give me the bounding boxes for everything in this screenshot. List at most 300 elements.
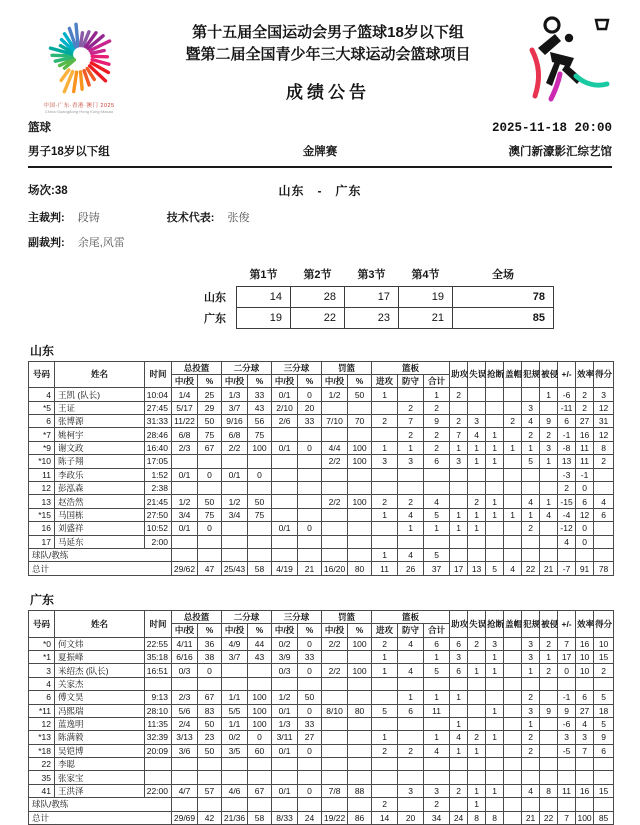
stat-cell: 1 xyxy=(540,388,558,401)
stat-cell: 1 xyxy=(372,731,398,744)
stat-cell: 2/2 xyxy=(322,637,348,650)
stat-cell: 1 xyxy=(450,717,468,730)
stat-cell xyxy=(558,549,576,562)
stat-cell: 11 xyxy=(558,784,576,797)
player-row xyxy=(29,535,614,548)
stat-cell: 100 xyxy=(248,441,272,454)
stat-cell xyxy=(198,455,222,468)
stat-group-header: 罚篮 xyxy=(322,610,372,623)
player-number: 11 xyxy=(29,468,55,481)
quarter-header: 第2节 xyxy=(291,264,345,287)
match-info xyxy=(0,182,640,250)
player-number: 41 xyxy=(29,784,55,797)
player-number: 35 xyxy=(29,771,55,784)
stat-cell: 33 xyxy=(298,650,322,663)
stat-cell xyxy=(450,704,468,717)
stat-cell: 2 xyxy=(468,495,486,508)
stat-cell: 23 xyxy=(198,731,222,744)
stat-cell: 2/2 xyxy=(322,495,348,508)
stat-cell xyxy=(558,798,576,811)
stat-column-header: 盖帽 xyxy=(504,361,522,388)
stat-cell xyxy=(594,677,614,690)
stat-cell xyxy=(486,522,504,535)
stat-cell: 1 xyxy=(424,650,450,663)
player-row xyxy=(29,637,614,650)
player-number: *0 xyxy=(29,637,55,650)
stat-cell xyxy=(522,798,540,811)
player-name: 马国栋 xyxy=(55,508,145,521)
stat-cell: 8 xyxy=(540,784,558,797)
stat-cell xyxy=(272,468,298,481)
stat-cell xyxy=(198,758,222,771)
stat-cell xyxy=(348,691,372,704)
stat-cell: 0/1 xyxy=(172,468,198,481)
stat-cell: 2 xyxy=(522,731,540,744)
stat-cell: 4 xyxy=(594,495,614,508)
stat-subcolumn-header: 中/投 xyxy=(222,624,248,637)
stat-column-header: 效率 xyxy=(576,610,594,637)
player-name: 蓝逸明 xyxy=(55,717,145,730)
stat-cell xyxy=(540,717,558,730)
player-name: 陈子翔 xyxy=(55,455,145,468)
player-name: 米绍杰 (队长) xyxy=(55,664,145,677)
player-row xyxy=(29,441,614,454)
stat-cell xyxy=(348,401,372,414)
stat-cell: 1 xyxy=(424,691,450,704)
stat-cell: 22 xyxy=(522,562,540,575)
player-number: *1 xyxy=(29,650,55,663)
stat-cell xyxy=(398,758,424,771)
stat-cell xyxy=(198,677,222,690)
stat-cell xyxy=(486,758,504,771)
number-column-header: 号码 xyxy=(29,361,55,388)
stat-cell xyxy=(298,482,322,495)
stat-cell: 21 xyxy=(540,562,558,575)
stat-cell: 3 xyxy=(522,401,540,414)
stat-cell: 2 xyxy=(468,637,486,650)
stat-cell: 1 xyxy=(468,784,486,797)
stat-cell: 100 xyxy=(576,811,594,824)
totals-row xyxy=(29,811,614,824)
stat-cell xyxy=(222,535,248,548)
stat-cell: 0 xyxy=(198,664,222,677)
stat-cell: 3/9 xyxy=(272,650,298,663)
stat-cell: 5 xyxy=(424,549,450,562)
stat-cell xyxy=(322,758,348,771)
stat-cell xyxy=(540,744,558,757)
player-number: *10 xyxy=(29,455,55,468)
stat-cell: 6 xyxy=(450,664,468,677)
stat-cell: 4 xyxy=(398,508,424,521)
minutes-cell: 21:45 xyxy=(145,495,172,508)
stat-group-header: 三分球 xyxy=(272,361,322,374)
stat-cell: 0 xyxy=(298,704,322,717)
stat-cell xyxy=(298,535,322,548)
stat-cell: 0 xyxy=(298,637,322,650)
score-cell: 19 xyxy=(399,286,453,307)
stat-cell: -6 xyxy=(558,388,576,401)
stat-group-header: 篮板 xyxy=(372,610,450,623)
stat-cell: 10 xyxy=(594,637,614,650)
stat-cell: 67 xyxy=(248,784,272,797)
stat-cell xyxy=(398,717,424,730)
stat-cell: 24 xyxy=(450,811,468,824)
stat-cell: 17 xyxy=(450,562,468,575)
minutes-cell: 22:55 xyxy=(145,637,172,650)
stat-cell: 1 xyxy=(486,428,504,441)
stat-cell: 100 xyxy=(348,441,372,454)
stat-cell xyxy=(450,535,468,548)
stat-cell xyxy=(468,468,486,481)
stat-cell: 36 xyxy=(198,637,222,650)
stat-column-header: 被侵 xyxy=(540,361,558,388)
player-row xyxy=(29,401,614,414)
stat-cell xyxy=(450,771,468,784)
minutes-cell: 10:52 xyxy=(145,522,172,535)
stat-cell xyxy=(504,401,522,414)
stat-cell: 2 xyxy=(540,428,558,441)
stat-cell xyxy=(486,415,504,428)
games-emblem-icon xyxy=(27,12,131,98)
away-team: 广东 xyxy=(336,184,362,198)
stat-cell: 17 xyxy=(558,650,576,663)
stat-cell: 11 xyxy=(576,455,594,468)
minutes-cell xyxy=(145,677,172,690)
stat-cell: -6 xyxy=(558,717,576,730)
stat-column-header: 被侵 xyxy=(540,610,558,637)
stat-group-header: 篮板 xyxy=(372,361,450,374)
stat-cell: 0 xyxy=(558,664,576,677)
stat-cell: 26 xyxy=(398,562,424,575)
stat-cell xyxy=(540,731,558,744)
stat-cell xyxy=(322,798,348,811)
player-number: *18 xyxy=(29,744,55,757)
stat-cell xyxy=(558,758,576,771)
stat-cell xyxy=(298,468,322,481)
stat-cell xyxy=(450,549,468,562)
stat-cell xyxy=(198,535,222,548)
stat-cell: 0/2 xyxy=(272,637,298,650)
stat-cell: 6 xyxy=(594,744,614,757)
stat-cell: 1 xyxy=(486,441,504,454)
stat-cell: 1/2 xyxy=(322,388,348,401)
stat-cell: 4 xyxy=(558,535,576,548)
stat-cell xyxy=(522,482,540,495)
player-number: 6 xyxy=(29,691,55,704)
stat-cell xyxy=(504,388,522,401)
tech-delegate-label: 技术代表: xyxy=(167,212,215,224)
player-name: 马延东 xyxy=(55,535,145,548)
stat-cell: 42 xyxy=(198,811,222,824)
box-score-table xyxy=(28,610,614,825)
stat-cell xyxy=(468,691,486,704)
stat-cell xyxy=(348,717,372,730)
stat-cell: 1 xyxy=(468,664,486,677)
stat-cell xyxy=(198,482,222,495)
stat-cell: 31 xyxy=(594,415,614,428)
stat-cell: 2 xyxy=(522,744,540,757)
stat-cell: 2 xyxy=(372,798,398,811)
stat-cell: 4/4 xyxy=(322,441,348,454)
stat-cell: 24 xyxy=(298,811,322,824)
stat-cell: 2 xyxy=(522,522,540,535)
stat-cell: 0/3 xyxy=(272,664,298,677)
stat-cell: 100 xyxy=(348,495,372,508)
stat-cell: 2 xyxy=(424,428,450,441)
minutes-cell: 27:45 xyxy=(145,401,172,414)
stat-cell: 8/33 xyxy=(272,811,298,824)
stat-cell xyxy=(468,758,486,771)
stat-cell: 1/2 xyxy=(172,495,198,508)
stat-group-header: 二分球 xyxy=(222,361,272,374)
stat-column-header: 犯规 xyxy=(522,610,540,637)
stat-subcolumn-header: 中/投 xyxy=(322,624,348,637)
match-datetime: 2025-11-18 20:00 xyxy=(492,121,612,135)
stat-cell: 2/4 xyxy=(172,717,198,730)
stat-cell xyxy=(222,522,248,535)
stat-cell xyxy=(468,771,486,784)
stat-cell xyxy=(486,535,504,548)
stat-cell: 33 xyxy=(298,717,322,730)
home-box-score xyxy=(0,361,640,576)
stat-cell xyxy=(272,495,298,508)
player-name: 彭泓森 xyxy=(55,482,145,495)
stat-column-header: 失误 xyxy=(468,610,486,637)
stat-cell: 3 xyxy=(468,415,486,428)
stat-cell: 0/1 xyxy=(272,522,298,535)
stat-cell xyxy=(468,401,486,414)
stat-cell: 18 xyxy=(594,704,614,717)
stat-cell xyxy=(222,455,248,468)
stat-cell xyxy=(486,388,504,401)
stat-cell xyxy=(504,482,522,495)
stat-cell xyxy=(486,549,504,562)
stat-cell xyxy=(248,522,272,535)
player-name: 吴铠博 xyxy=(55,744,145,757)
stat-cell: 1 xyxy=(468,455,486,468)
stat-group-header: 总投篮 xyxy=(172,610,222,623)
player-number: 13 xyxy=(29,495,55,508)
report-title: 成绩公告 xyxy=(140,78,516,103)
stat-cell: 2 xyxy=(372,415,398,428)
matchup: 山东 - 广东 xyxy=(28,182,612,199)
stat-cell: 11 xyxy=(372,562,398,575)
officials-line2 xyxy=(28,234,612,250)
stat-cell xyxy=(398,771,424,784)
player-row xyxy=(29,455,614,468)
box-header-row xyxy=(29,361,614,374)
stat-cell xyxy=(198,771,222,784)
stat-cell: 10 xyxy=(576,650,594,663)
stat-cell: 9 xyxy=(540,415,558,428)
stat-cell: 4 xyxy=(522,784,540,797)
sport-label: 篮球 xyxy=(28,119,51,135)
stat-cell: 100 xyxy=(348,455,372,468)
stat-cell: 27 xyxy=(576,415,594,428)
stat-cell: -15 xyxy=(558,495,576,508)
stat-cell xyxy=(272,758,298,771)
stat-cell: 5 xyxy=(372,704,398,717)
stat-cell xyxy=(468,717,486,730)
stat-cell: 6 xyxy=(558,415,576,428)
stat-cell: 50 xyxy=(198,415,222,428)
time-column-header: 时间 xyxy=(145,361,172,388)
stat-cell xyxy=(576,771,594,784)
stat-cell: 6/8 xyxy=(222,428,248,441)
player-name: 陈满毅 xyxy=(55,731,145,744)
player-number: 17 xyxy=(29,535,55,548)
stat-cell: 1 xyxy=(372,664,398,677)
stat-cell xyxy=(468,482,486,495)
stat-cell: 43 xyxy=(248,401,272,414)
stat-cell: 3 xyxy=(450,455,468,468)
box-header-row xyxy=(29,610,614,623)
quarter-row-home xyxy=(186,286,554,307)
stat-cell xyxy=(372,522,398,535)
stat-cell: 21 xyxy=(298,562,322,575)
stat-cell xyxy=(504,811,522,824)
player-row xyxy=(29,758,614,771)
stat-cell: 1 xyxy=(486,664,504,677)
player-number: 16 xyxy=(29,522,55,535)
stat-cell: 2 xyxy=(398,428,424,441)
player-number: 12 xyxy=(29,717,55,730)
stat-group-header: 三分球 xyxy=(272,610,322,623)
player-number: 4 xyxy=(29,388,55,401)
stat-cell: 1 xyxy=(424,731,450,744)
stat-cell: 2 xyxy=(372,637,398,650)
stat-cell: 3 xyxy=(424,784,450,797)
stat-cell xyxy=(298,758,322,771)
stat-cell xyxy=(198,549,222,562)
stat-cell xyxy=(248,455,272,468)
stat-cell xyxy=(272,482,298,495)
stat-cell xyxy=(486,691,504,704)
stat-cell: 0/1 xyxy=(222,468,248,481)
score-cell: 19 xyxy=(237,307,291,328)
minutes-cell: 28:10 xyxy=(145,704,172,717)
stat-cell: 0/3 xyxy=(172,664,198,677)
stat-cell xyxy=(372,691,398,704)
stat-cell: 1 xyxy=(450,522,468,535)
totals-row xyxy=(29,562,614,575)
stat-cell: 50 xyxy=(298,691,322,704)
player-number: 3 xyxy=(29,664,55,677)
stat-cell xyxy=(424,468,450,481)
stat-cell xyxy=(298,428,322,441)
stat-cell: 5 xyxy=(594,691,614,704)
stat-cell xyxy=(348,535,372,548)
stat-cell: 75 xyxy=(198,508,222,521)
stat-cell: 3 xyxy=(522,637,540,650)
stat-cell: 25 xyxy=(198,388,222,401)
player-number: *9 xyxy=(29,441,55,454)
totals-row-label: 总计 xyxy=(29,811,172,824)
stat-cell: 0 xyxy=(298,388,322,401)
stat-cell: -4 xyxy=(558,508,576,521)
stat-cell xyxy=(322,468,348,481)
stat-cell xyxy=(398,535,424,548)
minutes-cell: 32:39 xyxy=(145,731,172,744)
stat-cell: 4 xyxy=(540,508,558,521)
stat-cell: 2 xyxy=(424,401,450,414)
stat-cell xyxy=(486,798,504,811)
stat-cell xyxy=(504,455,522,468)
stat-cell xyxy=(504,731,522,744)
stat-subcolumn-header: 中/投 xyxy=(172,374,198,387)
umpire-label: 副裁判: xyxy=(28,237,65,249)
stat-cell: 16 xyxy=(576,428,594,441)
stat-cell xyxy=(298,508,322,521)
stat-cell: 11 xyxy=(424,704,450,717)
stat-cell: 20 xyxy=(398,811,424,824)
stat-cell xyxy=(172,535,198,548)
stat-cell: 0/1 xyxy=(272,744,298,757)
minutes-cell: 9:13 xyxy=(145,691,172,704)
stat-cell: 1 xyxy=(372,549,398,562)
stat-cell xyxy=(522,535,540,548)
stat-cell: 3/5 xyxy=(222,744,248,757)
stat-cell xyxy=(424,771,450,784)
stat-cell xyxy=(468,549,486,562)
stat-cell xyxy=(424,758,450,771)
stat-cell xyxy=(558,771,576,784)
stat-cell: 3/4 xyxy=(222,508,248,521)
stat-cell: 0/1 xyxy=(172,522,198,535)
officials-line1 xyxy=(28,209,612,225)
stat-cell xyxy=(322,677,348,690)
stat-column-header: 得分 xyxy=(594,610,614,637)
stat-cell: 2 xyxy=(450,388,468,401)
stat-cell xyxy=(272,535,298,548)
team-coach-row-label: 球队/教练 xyxy=(29,549,172,562)
stat-subcolumn-header: % xyxy=(248,374,272,387)
stat-cell xyxy=(576,677,594,690)
stat-cell: 7 xyxy=(576,744,594,757)
stat-cell: 50 xyxy=(198,495,222,508)
stat-cell xyxy=(594,468,614,481)
stat-cell xyxy=(222,664,248,677)
stat-cell: 1 xyxy=(540,650,558,663)
title-block xyxy=(140,12,516,103)
stat-cell xyxy=(248,771,272,784)
stat-cell: 1 xyxy=(450,744,468,757)
player-number: *13 xyxy=(29,731,55,744)
stat-cell xyxy=(348,771,372,784)
stat-cell: 0 xyxy=(298,744,322,757)
stat-cell: 1/2 xyxy=(272,691,298,704)
stat-subcolumn-header: 中/投 xyxy=(172,624,198,637)
stat-cell: 6 xyxy=(450,637,468,650)
stat-cell: 3/6 xyxy=(172,744,198,757)
stat-cell xyxy=(504,664,522,677)
stat-cell xyxy=(486,717,504,730)
stat-cell: 2 xyxy=(424,441,450,454)
stat-cell: 6 xyxy=(576,691,594,704)
stat-cell xyxy=(468,650,486,663)
score-cell: 28 xyxy=(291,286,345,307)
score-cell: 22 xyxy=(291,307,345,328)
away-box-score xyxy=(0,610,640,825)
stat-cell xyxy=(172,482,198,495)
minutes-cell: 28:46 xyxy=(145,428,172,441)
stat-cell: 2/2 xyxy=(322,664,348,677)
player-row xyxy=(29,664,614,677)
stat-cell xyxy=(248,549,272,562)
stat-cell: 7 xyxy=(398,415,424,428)
stat-cell: -12 xyxy=(558,522,576,535)
stat-cell xyxy=(248,798,272,811)
